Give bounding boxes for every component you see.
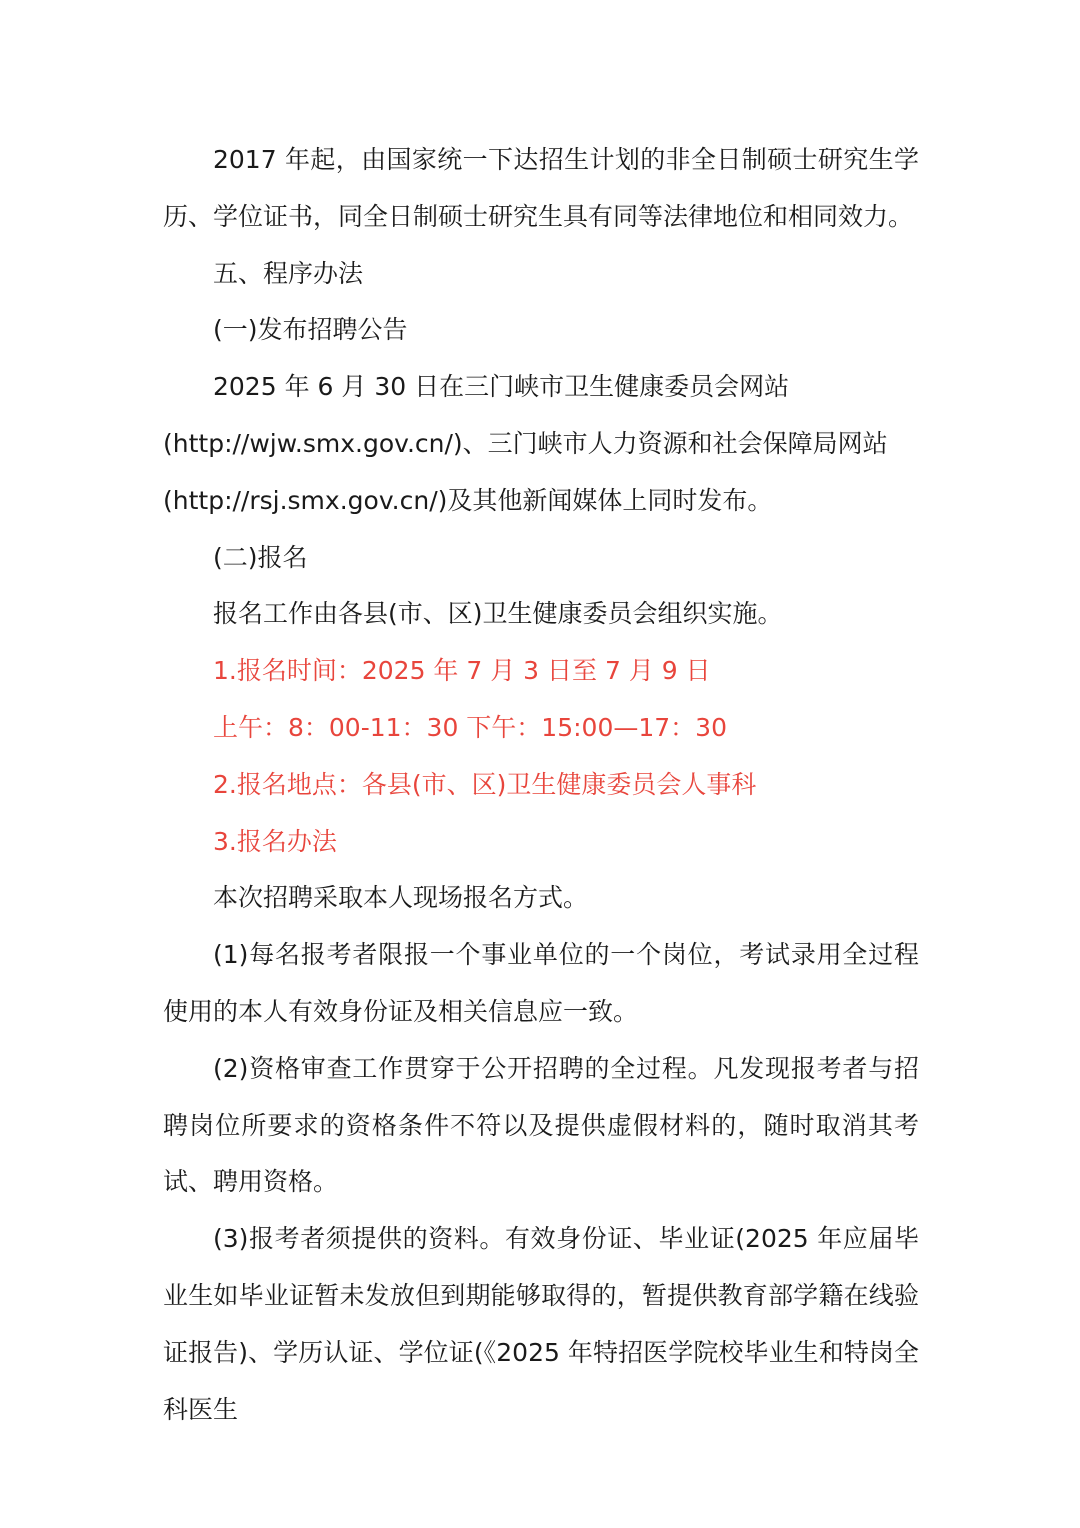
- section-heading-procedure: 五、程序办法: [213, 258, 364, 288]
- subheading-registration: (二)报名: [213, 542, 308, 572]
- document-body: [163, 132, 919, 1438]
- paragraph-website-rsj: (http://rsj.smx.gov.cn/)及其他新闻媒体上同时发布。: [163, 485, 773, 515]
- paragraph-website-wjw: (http://wjw.smx.gov.cn/)、三门峡市人力资源和社会保障局网站: [163, 428, 888, 458]
- registration-method-heading: 3.报名办法: [213, 826, 337, 856]
- rule-one-position: (1)每名报考者限报一个事业单位的一个岗位，考试录用全过程使用的本人有效身份证及相关信息应一致。: [163, 940, 919, 1026]
- paragraph-degree-equivalence: 2017 年起，由国家统一下达招生计划的非全日制硕士研究生学历、学位证书，同全日制硕士研究生具有同等法律地位和相同效力。: [163, 145, 919, 231]
- paragraph-registration-organizer: 报名工作由各县(市、区)卫生健康委员会组织实施。: [213, 599, 783, 629]
- registration-location: 2.报名地点：各县(市、区)卫生健康委员会人事科: [213, 769, 757, 799]
- registration-time: 1.报名时间：2025 年 7 月 3 日至 7 月 9 日: [213, 656, 711, 686]
- paragraph-onsite-registration: 本次招聘采取本人现场报名方式。: [213, 883, 589, 913]
- paragraph-publish-date: 2025 年 6 月 30 日在三门峡市卫生健康委员会网站: [213, 372, 790, 402]
- subheading-publish-notice: (一)发布招聘公告: [213, 315, 408, 345]
- registration-hours: 上午：8：00-11：30 下午：15:00—17：30: [213, 712, 727, 742]
- rule-required-documents: (3)报考者须提供的资料。有效身份证、毕业证(2025 年应届毕业生如毕业证暂未发放但到期能够取得的，暂提供教育部学籍在线验证报告)、学历认证、学位证(《2025 年特招医学院校毕业生和特岗全科医生: [163, 1224, 919, 1424]
- rule-qualification-review: (2)资格审查工作贯穿于公开招聘的全过程。凡发现报考者与招聘岗位所要求的资格条件不符以及提供虚假材料的，随时取消其考试、聘用资格。: [163, 1053, 919, 1197]
